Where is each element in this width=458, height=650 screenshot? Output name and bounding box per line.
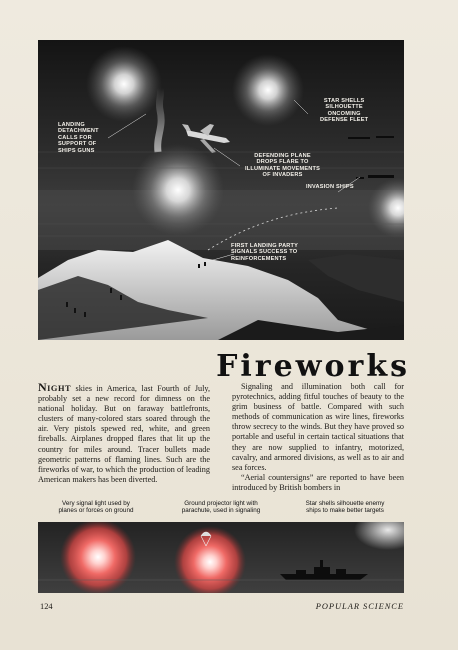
callout-defending-plane: DEFENDING PLANE DROPS FLARE TO ILLUMINATE MOVEMENTS OF INVADERS — [245, 153, 321, 179]
caption-row — [38, 500, 404, 524]
article-paragraph — [38, 382, 210, 485]
very-signal-light — [60, 522, 136, 593]
article-title: Fireworks — [216, 349, 410, 384]
callout-invasion-ships: INVASION SHIPS — [306, 184, 354, 190]
magazine-name: POPULAR SCIENCE — [315, 602, 404, 611]
signal-light-illustrations — [38, 522, 404, 593]
warship-silhouette — [280, 560, 368, 580]
article-paragraph: “Aerial countersigns” are reported to have been introduced by British bombers in — [232, 472, 404, 492]
title-block — [0, 349, 410, 384]
caption-star-shells: Star shells silhouette enemy ships to make better targets — [305, 500, 385, 515]
article-column-left — [38, 382, 210, 485]
paragraph-text: skies in America, last Fourth of July, probably set a new record for dimness on the national holiday. But on faraway battlefronts, clusters of many-colored stars soared through the air. Very pistols spewed red, white, and green fireballs. Airplanes dropped flares that lit up the country for miles around. Tracer bullets made geometric patterns of flaming lines. Such are the fireworks of war, to which the production of leading American makers has been diverted. — [38, 384, 210, 484]
article-column-right — [232, 382, 404, 493]
article-paragraph: Signaling and illumination both call for pyrotechnics, adding fitful touches of beauty to the grim business of battle. Compared with such methods of communication as wire lines, fireworks throw secrecy to the winds. But they have proved so portable and useful in certain tactical situations that they are now supplied to infantry, motorized, cavalry, and armored divisions, as well as to air and sea forces. — [232, 382, 404, 472]
callout-landing-detachment: LANDING DETACHMENT CALLS FOR SUPPORT OF SHIPS GUNS — [58, 122, 99, 154]
callout-first-landing: FIRST LANDING PARTY SIGNALS SUCCESS TO REINFORCEMENTS — [231, 243, 299, 262]
flare-top-right — [232, 54, 304, 126]
ground-projector-light — [174, 526, 246, 593]
drop-cap: N — [38, 380, 48, 394]
lead-in: IGHT — [47, 384, 72, 393]
page-number: 124 — [40, 602, 53, 611]
battle-illustration — [38, 40, 404, 340]
flare-center — [132, 144, 224, 236]
flare-top-left — [86, 46, 162, 122]
signal-strip-art — [38, 522, 404, 593]
caption-ground-projector: Ground projector light with parachute, used in signaling — [181, 500, 261, 515]
distant-fleet — [348, 136, 394, 179]
caption-very-signal: Very signal light used by planes or forces on ground — [58, 500, 134, 515]
callout-star-shells: STAR SHELLS SILHOUETTE ONCOMING DEFENSE FLEET — [320, 98, 369, 124]
